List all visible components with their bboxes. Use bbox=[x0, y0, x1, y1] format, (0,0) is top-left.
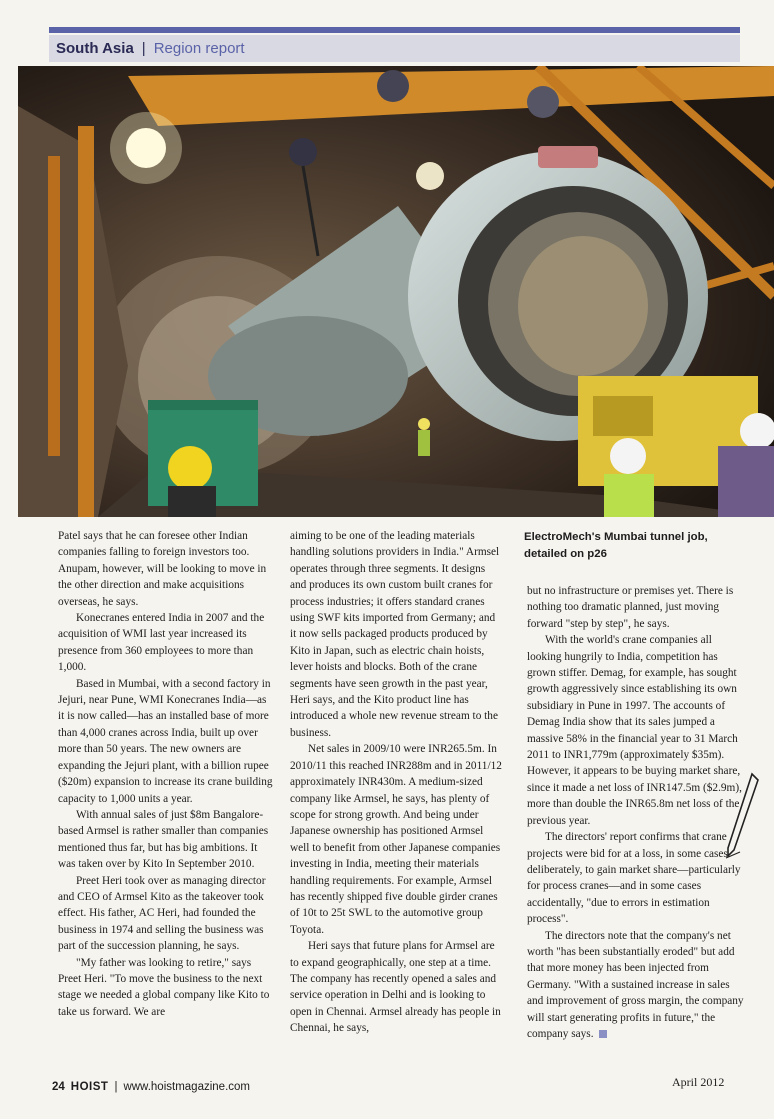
issue-date: April 2012 bbox=[672, 1075, 725, 1089]
paragraph: but no infrastructure or premises yet. There is nothing too dramatic planned, just moving forward "step by step", he says. bbox=[527, 585, 734, 630]
tunnel-crane-photo bbox=[18, 66, 774, 517]
magazine-url: www.hoistmagazine.com bbox=[123, 1081, 250, 1093]
crossref-callout: ElectroMech's Mumbai tunnel job, detailed on p26 bbox=[524, 531, 708, 560]
paragraph bbox=[527, 928, 745, 1043]
paragraph: The directors' report confirms that crane projects were bid for at a loss, in some cases deliberately, to gain market share—particularly for process cranes—and in some cases accidentally, "due to errors in estimation process". bbox=[527, 831, 741, 926]
paragraph-text: The directors note that the company's net worth "has been substantially eroded" but add that more money has been injected from Germany. "With a sustained increase in sales and improvement of gross margin, the company will start generating profits in future," the company says. bbox=[527, 929, 744, 1040]
pen-annotation-icon bbox=[722, 770, 762, 860]
section-name: South Asia bbox=[56, 40, 134, 57]
text-column-1 bbox=[58, 528, 274, 1020]
text-column-2 bbox=[290, 528, 504, 1037]
paragraph: With annual sales of just $8m Bangalore-based Armsel is rather smaller than companies mentioned thus far, but has big ambitions. It was taken over by Kito In September 2010. bbox=[58, 808, 269, 871]
header-rule bbox=[49, 27, 740, 33]
paragraph: "My father was looking to retire," says Preet Heri. "To move the business to the next stage we needed a global company like Kito to take us forward. We are bbox=[58, 956, 270, 1018]
magazine-name: HOIST bbox=[70, 1081, 109, 1093]
section-header bbox=[49, 35, 740, 62]
report-type: Region report bbox=[153, 40, 245, 57]
paragraph: Based in Mumbai, with a second factory in Jejuri, near Pune, WMI Konecranes India—as it is now called—has an installed base of more than 4,000 cranes across India, built up over more than 50 years. The new owners are expanding the Jejuri plant, with a billion rupee ($20m) expansion to increase its crane building capacity to 1,000 units a year. bbox=[58, 677, 273, 805]
paragraph: Preet Heri took over as managing director and CEO of Armsel Kito as the takeover took effect. His father, AC Heri, had founded the business in 1974 and selling the business was part of the succession planning, he says. bbox=[58, 874, 266, 953]
footer-separator: | bbox=[114, 1081, 118, 1093]
page-number: 24 bbox=[52, 1081, 65, 1093]
paragraph: Net sales in 2009/10 were INR265.5m. In 2010/11 this reached INR288m and in 2011/12 approximately INR430m. A medium-sized company like Armsel, he says, has plenty of scope for strong growth. And being under Japanese ownership has positioned Armsel well to benefit from other Japanese companies investing in India, meeting their materials handling requirements. For example, Armsel has recently shipped five double girder cranes of 10t to 25t SWL to the automotive group Toyota. bbox=[290, 743, 502, 936]
paragraph: aiming to be one of the leading materials handling solutions providers in India." Armsel operates through three segments. It designs and produces its own custom built cranes for process industries; it offers standard cranes using SWF kits imported from Germany; and it now sells packaged products produced by Kito in Japan, such as electric chain hoists, lever hoists and blocks. Both of the crane segments have seen growth in the past year, Heri says, and the Kito product line has introduced a whole new revenue stream to the business. bbox=[290, 530, 500, 739]
end-of-article-mark bbox=[599, 1030, 607, 1038]
paragraph: Heri says that future plans for Armsel are to expand geographically, one step at a time. The company has recently opened a sales and service operation in Delhi and is looking to open in Chennai. Armsel already has people in Chennai, he says, bbox=[290, 940, 501, 1035]
header-separator: | bbox=[141, 40, 146, 57]
paragraph: Patel says that he can foresee other Indian companies falling to foreign investors too. Anupam, however, will be looking to move in the other direction and make acquisitions overseas, he says. bbox=[58, 530, 267, 608]
page-footer bbox=[52, 1081, 250, 1093]
text-column-3 bbox=[527, 583, 745, 1042]
paragraph: With the world's crane companies all looking hungrily to India, competition has grown stiffer. Demag, for example, has sought growth aggressively since establishing its own subsidiary in Pune in 1997. The accounts of Demag India show that its sales jumped a massive 58% in the financial year to 31 March 2011 to INR1,779m (approximately $35m). However, it appears to be buying market share, since it made a net loss of INR147.5m ($2.9m), more than double the INR65.8m net loss of the previous year. bbox=[527, 634, 742, 827]
paragraph: Konecranes entered India in 2007 and the acquisition of WMI last year increased its presence from 360 employees to more than 1,000. bbox=[58, 612, 265, 674]
